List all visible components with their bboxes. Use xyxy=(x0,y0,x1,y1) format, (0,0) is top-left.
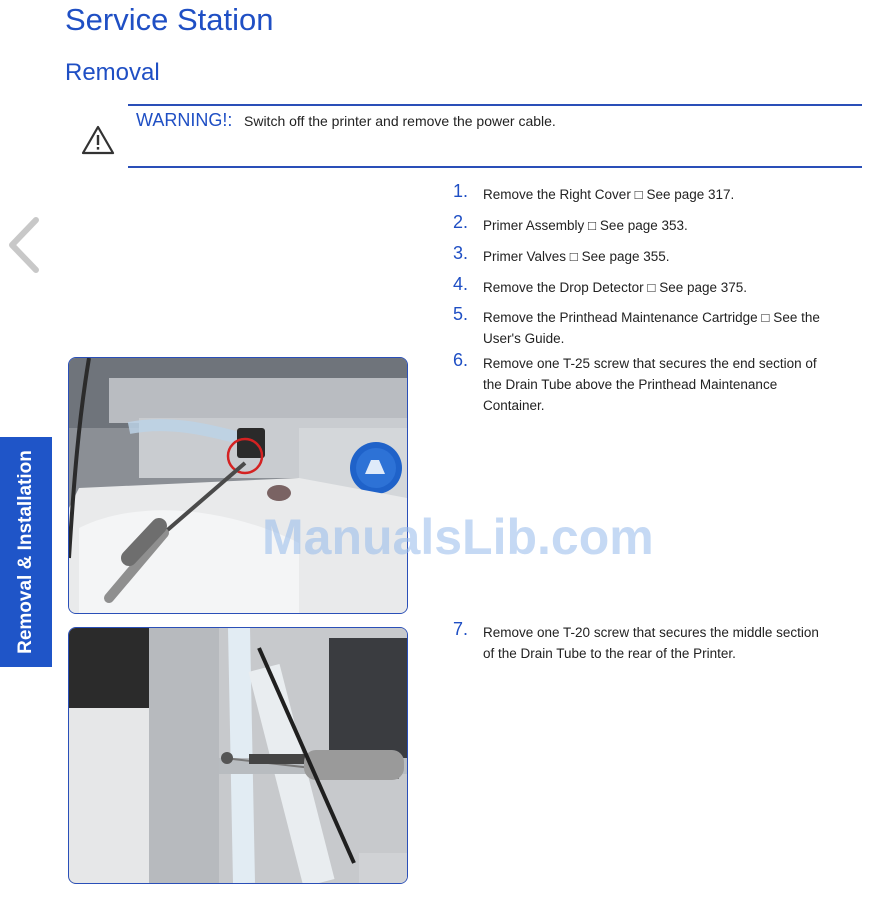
step-item xyxy=(453,181,833,206)
printer-drain-tube-middle-image xyxy=(69,628,407,883)
watermark: ManualsLib.com xyxy=(262,509,654,565)
step-text: Remove the Drop Detector □ See page 375. xyxy=(483,280,748,295)
step-number: 6. xyxy=(453,350,469,370)
step-number: 2. xyxy=(453,212,469,232)
step-item xyxy=(453,619,833,664)
step-number: 5. xyxy=(453,304,469,324)
page-title: Service Station xyxy=(65,2,274,37)
chapter-side-tab[interactable] xyxy=(0,437,52,667)
step-item xyxy=(453,350,833,417)
step-text: Remove the Printhead Maintenance Cartridge □ See the User's Guide. xyxy=(483,310,820,346)
previous-page-arrow-icon[interactable] xyxy=(6,216,42,274)
step-text: Primer Assembly □ See page 353. xyxy=(483,218,688,233)
chapter-side-tab-label: Removal & Installation xyxy=(15,450,36,654)
step-text: Remove one T-20 screw that secures the middle section of the Drain Tube to the rear of the Printer. xyxy=(483,625,819,661)
step-item xyxy=(453,304,833,349)
warning-triangle-icon xyxy=(81,125,115,155)
step-item xyxy=(453,274,833,299)
step-number: 7. xyxy=(453,619,469,639)
step-item xyxy=(453,243,833,268)
warning-label: WARNING!: xyxy=(136,110,233,130)
step-6-photo xyxy=(68,357,408,614)
step-text: Remove the Right Cover □ See page 317. xyxy=(483,187,735,202)
section-subtitle: Removal xyxy=(65,59,160,86)
step-number: 4. xyxy=(453,274,469,294)
printer-drain-tube-end-image xyxy=(69,358,407,613)
step-7-photo xyxy=(68,627,408,884)
step-item xyxy=(453,212,833,237)
step-text: Primer Valves □ See page 355. xyxy=(483,249,670,264)
step-number: 3. xyxy=(453,243,469,263)
warning-top-rule xyxy=(128,104,862,106)
warning-text: Switch off the printer and remove the power cable. xyxy=(244,113,556,129)
step-text: Remove one T-25 screw that secures the end section of the Drain Tube above the Printhead Maintenance Container. xyxy=(483,356,817,413)
step-number: 1. xyxy=(453,181,469,201)
warning-bottom-rule xyxy=(128,166,862,168)
